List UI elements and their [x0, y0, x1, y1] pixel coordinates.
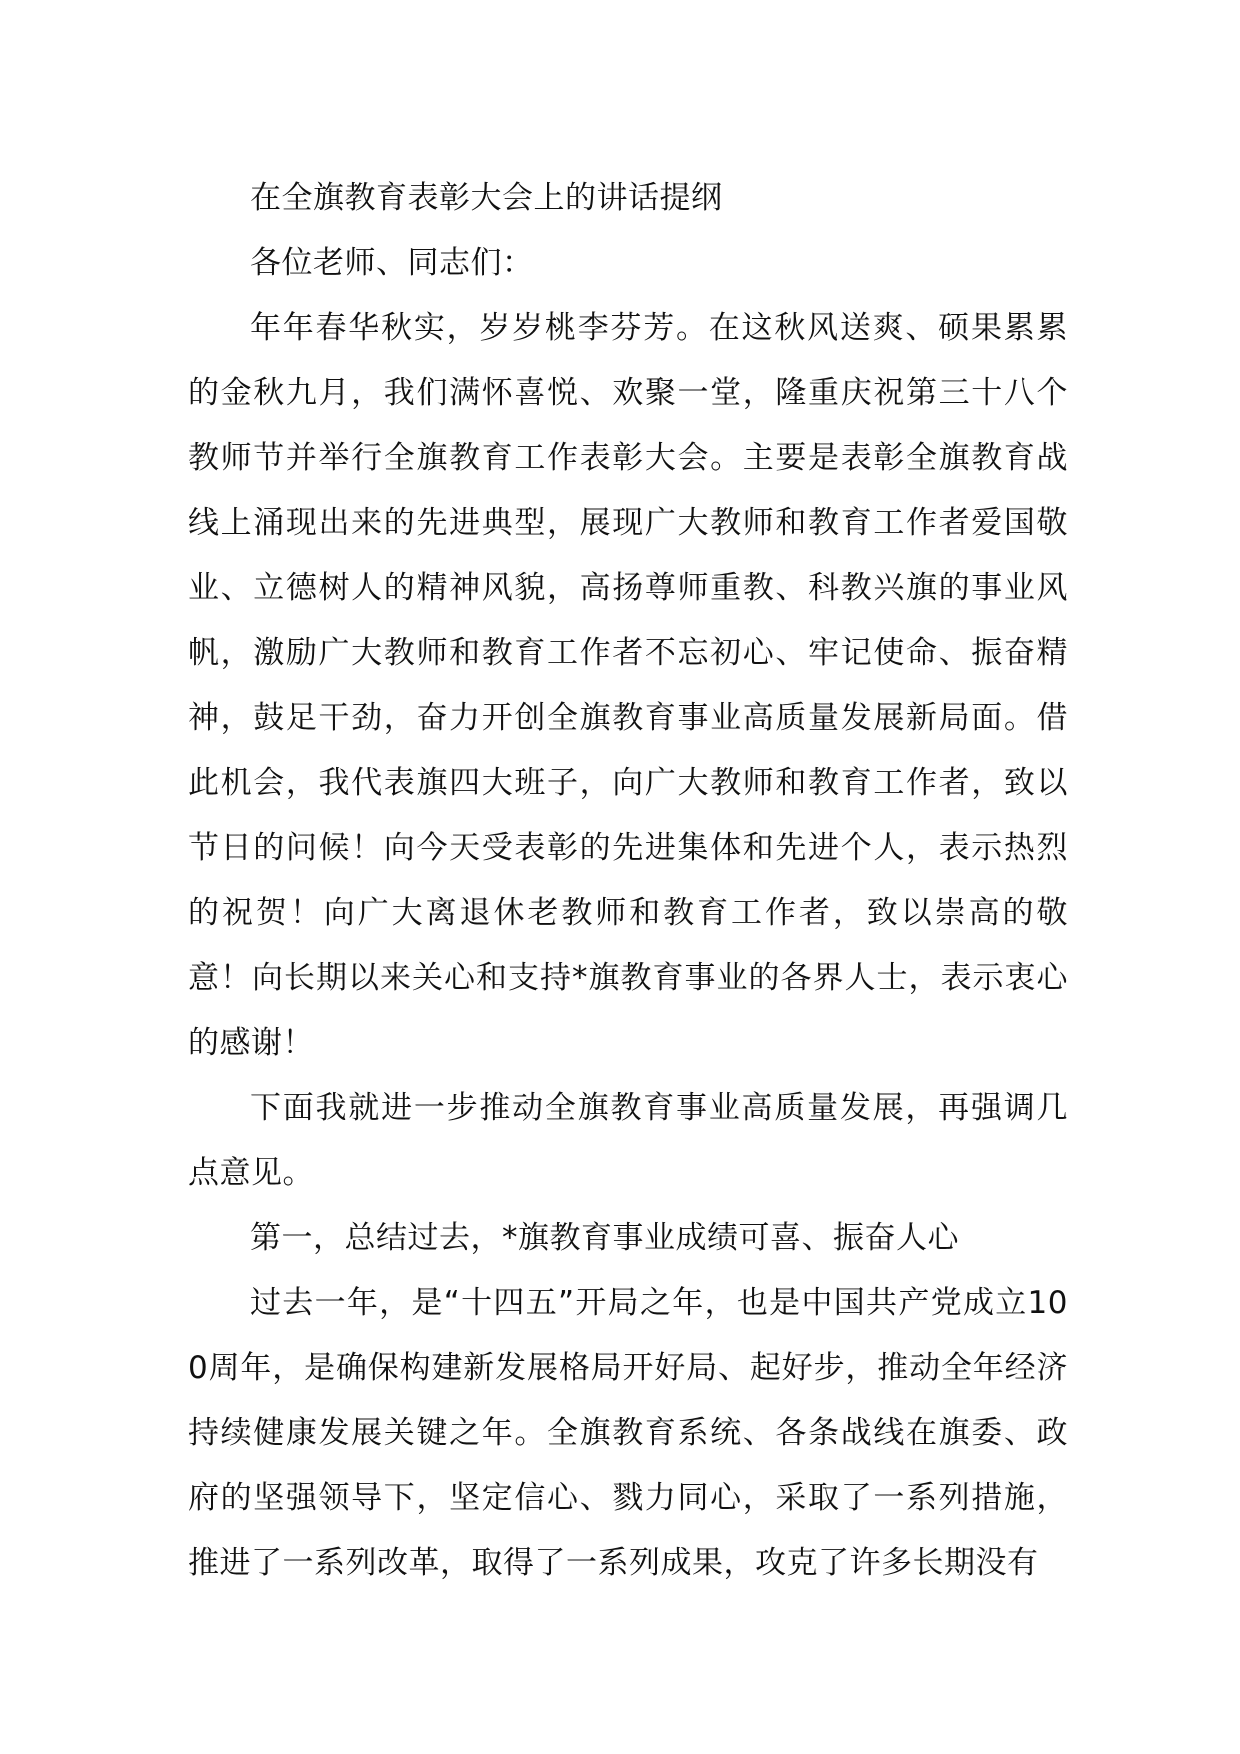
document-title: 在全旗教育表彰大会上的讲话提纲 [250, 180, 723, 216]
paragraph-section-one: 过去一年，是“十四五”开局之年，也是中国共产党成立100周年，是确保构建新发展格局开好局、起好步，推动全年经济持续健康发展关键之年。全旗教育系统、各条战线在旗委、政府的坚强领导下，坚定信心、戮力同心，采取了一系列措施，推进了一系列改革，取得了一系列成果，攻克了许多长期没有 [188, 1285, 1068, 1581]
paragraph-transition: 下面我就进一步推动全旗教育事业高质量发展，再强调几点意见。 [188, 1090, 1068, 1191]
paragraph-opening: 年年春华秋实，岁岁桃李芬芳。在这秋风送爽、硕果累累的金秋九月，我们满怀喜悦、欢聚一堂，隆重庆祝第三十八个教师节并举行全旗教育工作表彰大会。主要是表彰全旗教育战线上涌现出来的先进典型，展现广大教师和教育工作者爱国敬业、立德树人的精神风貌，高扬尊师重教、科教兴旗的事业风帆，激励广大教师和教育工作者不忘初心、牢记使命、振奋精神，鼓足干劲，奋力开创全旗教育事业高质量发展新局面。借此机会，我代表旗四大班子，向广大教师和教育工作者，致以节日的问候！向今天受表彰的先进集体和先进个人，表示热烈的祝贺！向广大离退休老教师和教育工作者，致以崇高的敬意！向长期以来关心和支持*旗教育事业的各界人士，表示衷心的感谢！ [188, 310, 1068, 1061]
document-body [188, 166, 1068, 1596]
salutation: 各位老师、同志们： [250, 245, 534, 281]
section-heading: 第一，总结过去，*旗教育事业成绩可喜、振奋人心 [250, 1220, 959, 1256]
